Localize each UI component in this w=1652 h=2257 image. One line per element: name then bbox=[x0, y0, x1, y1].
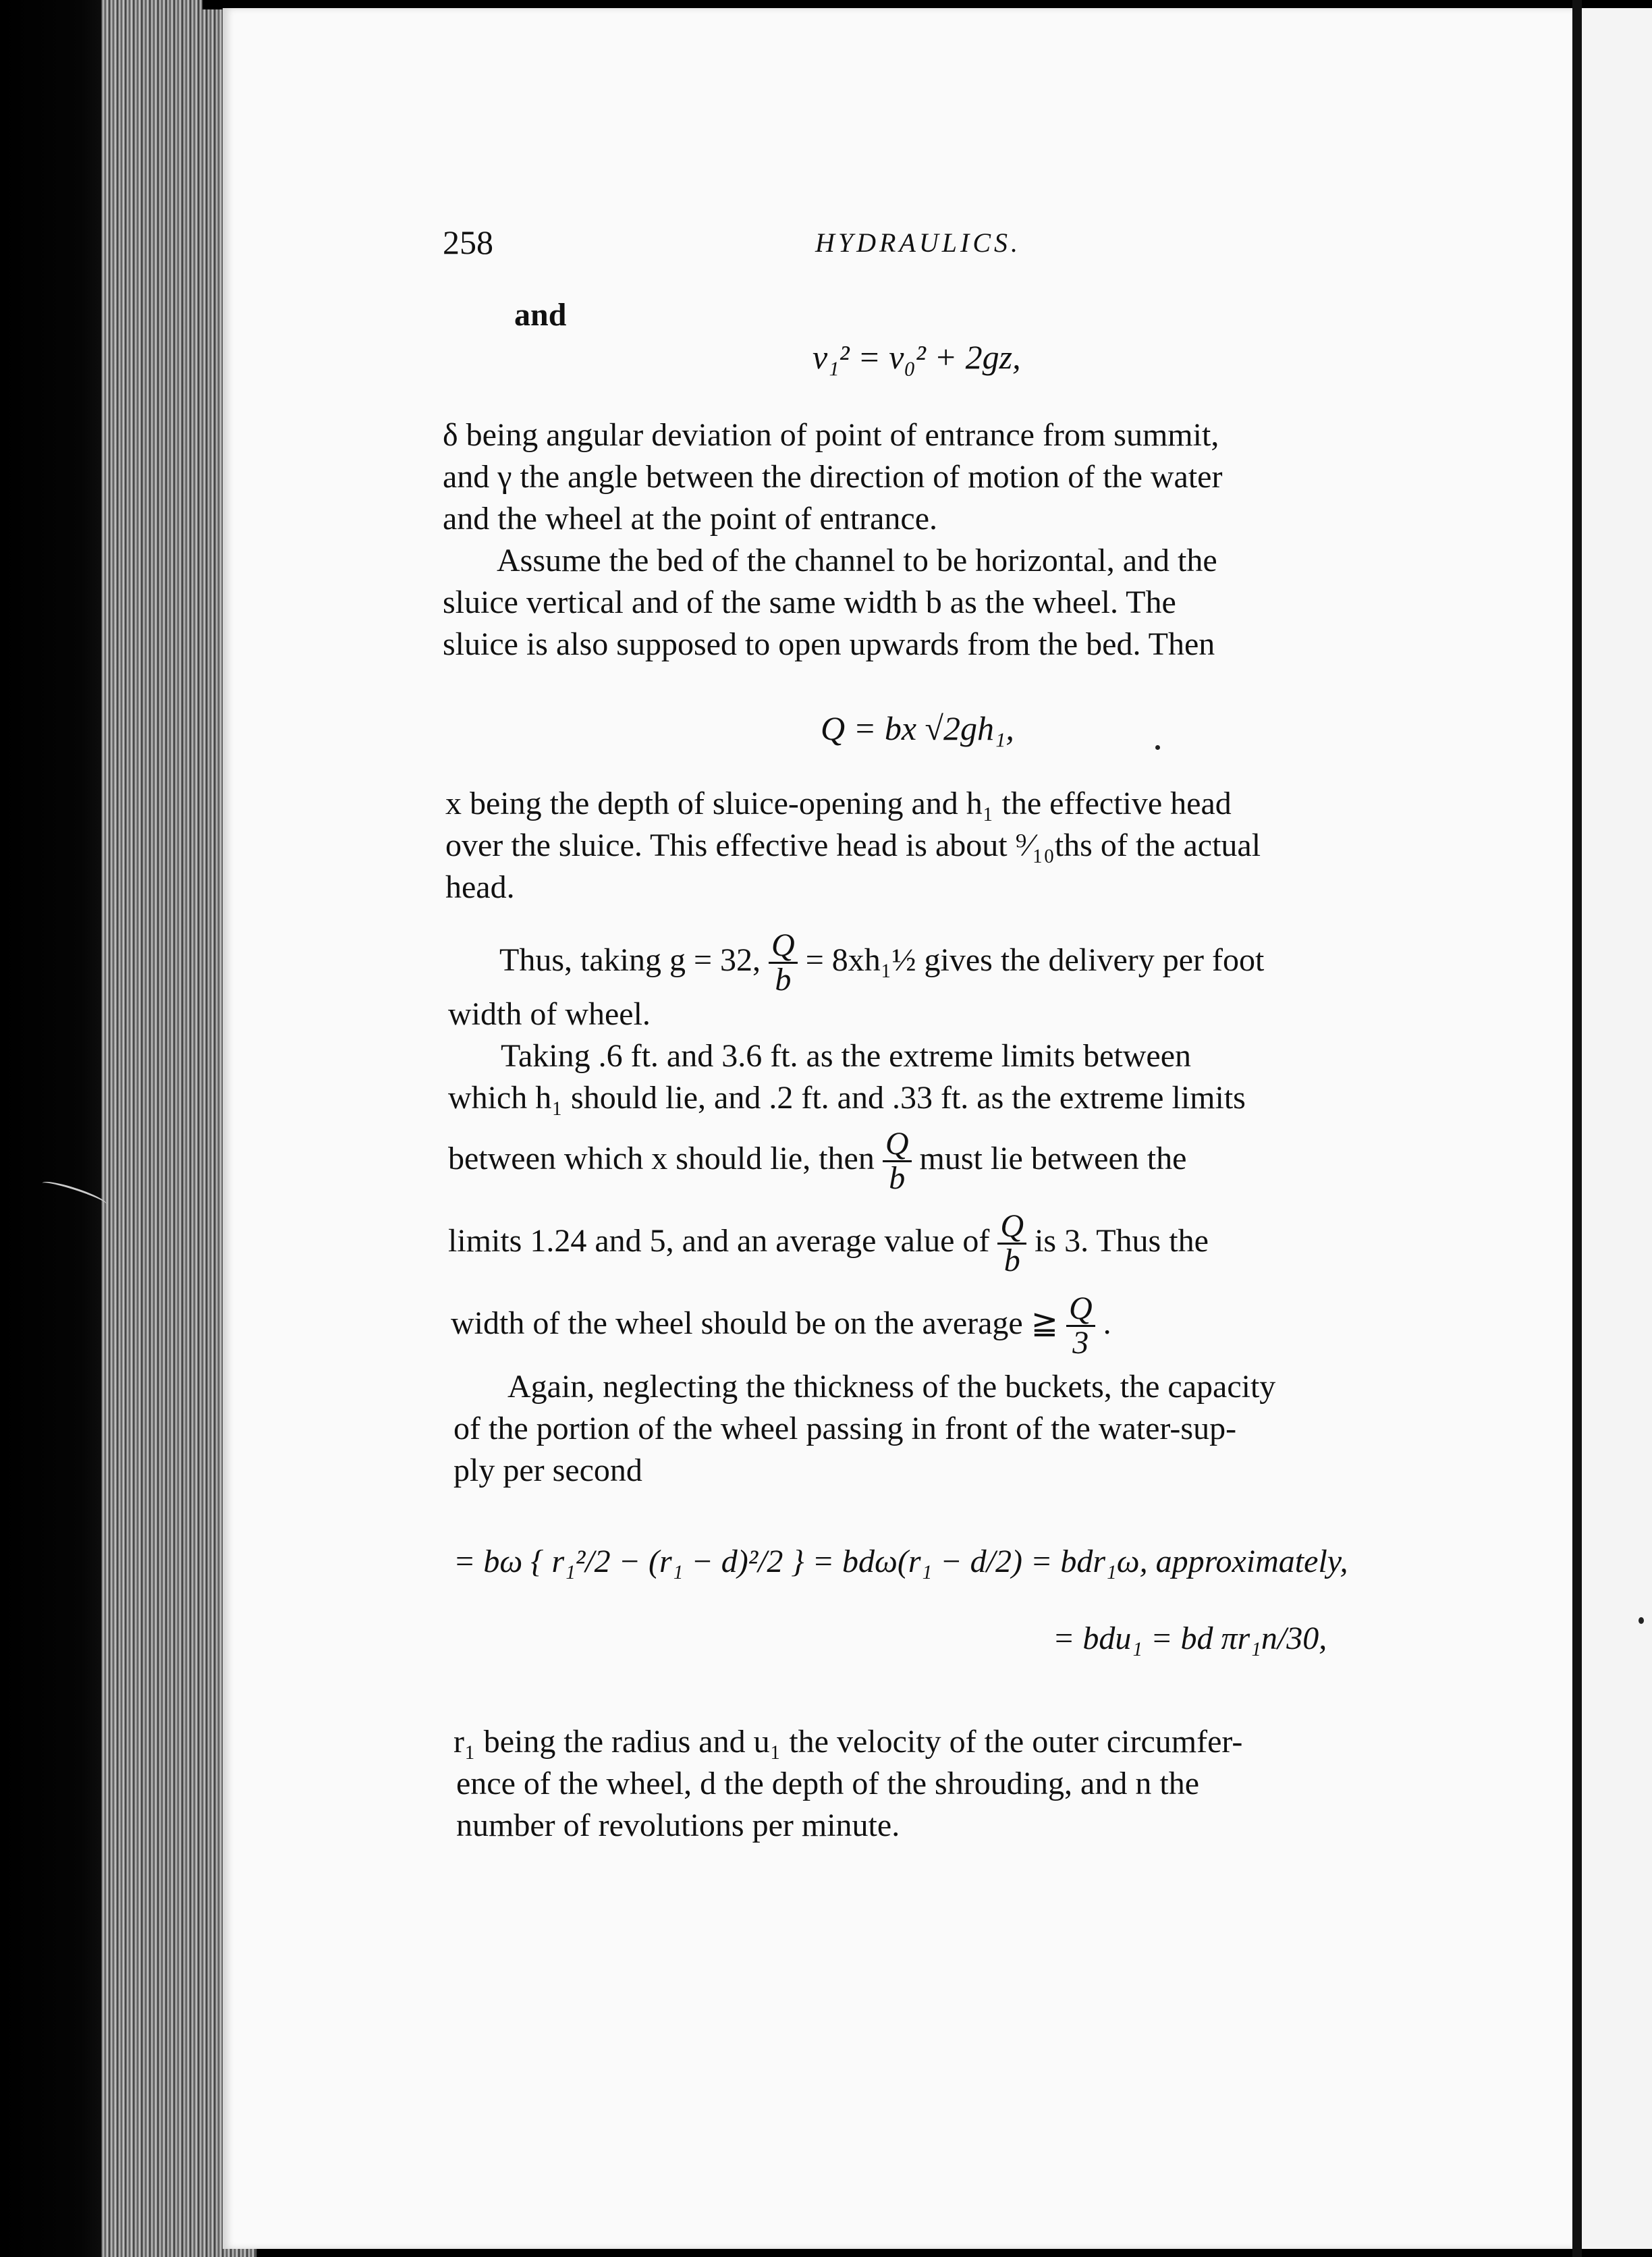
para2-line2: sluice vertical and of the same width b as the wheel. The bbox=[443, 584, 1176, 620]
para1-line3: and the wheel at the point of entrance. bbox=[443, 501, 938, 537]
frac-denominator: b bbox=[1003, 1243, 1020, 1279]
para4-line1 bbox=[499, 923, 1264, 998]
para6-line2: of the portion of the wheel passing in front of the water-sup- bbox=[453, 1411, 1237, 1446]
para1-line1: δ being angular deviation of point of entrance from summit, bbox=[443, 417, 1219, 453]
para5-line5-post: . bbox=[1103, 1305, 1111, 1341]
print-speck bbox=[1155, 745, 1160, 750]
para5-line4-pre: limits 1.24 and 5, and an average value of bbox=[448, 1223, 990, 1259]
para5-line4-post: is 3. Thus the bbox=[1035, 1223, 1209, 1259]
para4-pre: Thus, taking g = 32, bbox=[499, 942, 761, 978]
facing-page-edge bbox=[1582, 8, 1652, 2249]
para6-line3: ply per second bbox=[453, 1452, 642, 1488]
para2-line3: sluice is also supposed to open upwards from the bed. Then bbox=[443, 626, 1215, 662]
para5-line4 bbox=[448, 1204, 1209, 1278]
para4-line2: width of wheel. bbox=[448, 996, 651, 1032]
para3-line3: head. bbox=[445, 869, 515, 905]
para5-line3-pre: between which x should lie, then bbox=[448, 1141, 875, 1176]
fraction-q-over-3 bbox=[1066, 1290, 1095, 1361]
para3-line2: over the sluice. This effective head is about ⁹⁄₁₀ths of the actual bbox=[445, 827, 1261, 863]
frac-numerator: Q bbox=[883, 1128, 912, 1162]
equation-discharge: Q = bx √2gh₁, bbox=[821, 709, 1014, 747]
para6-line1: Again, neglecting the thickness of the buckets, the capacity bbox=[507, 1369, 1276, 1405]
frac-numerator: Q bbox=[997, 1210, 1026, 1245]
equation-capacity: = bω { r₁²/2 − (r₁ − d)²/2 } = bdω(r₁ − d/2) = bdr₁ω, approximately, bbox=[453, 1544, 1348, 1579]
para5-line2: which h₁ should lie, and .2 ft. and .33 ft. as the extreme limits bbox=[448, 1080, 1246, 1116]
para5-line5 bbox=[451, 1286, 1111, 1361]
para5-line5-pre: width of the wheel should be on the average ≧ bbox=[451, 1305, 1058, 1341]
frac-denominator: 3 bbox=[1072, 1325, 1089, 1361]
fraction-q-over-b bbox=[769, 929, 798, 996]
fraction-q-over-b bbox=[997, 1210, 1026, 1277]
equation-capacity-velocity: = bdu₁ = bd πr₁n/30, bbox=[1053, 1621, 1327, 1656]
para3-line1: x being the depth of sluice-opening and h₁ the effective head bbox=[445, 786, 1232, 821]
para1-line2: and γ the angle between the direction of motion of the water bbox=[443, 459, 1223, 495]
frac-denominator: b bbox=[775, 962, 792, 998]
para7-line1: r₁ being the radius and u₁ the velocity of the outer circumfer- bbox=[453, 1724, 1243, 1760]
para5-line1: Taking .6 ft. and 3.6 ft. as the extreme limits between bbox=[501, 1038, 1192, 1074]
frac-numerator: Q bbox=[769, 929, 798, 964]
frac-numerator: Q bbox=[1066, 1293, 1095, 1327]
para7-line3: number of revolutions per minute. bbox=[456, 1807, 900, 1843]
page-number: 258 bbox=[443, 223, 493, 261]
para2-line1: Assume the bed of the channel to be horizontal, and the bbox=[497, 543, 1217, 578]
frac-denominator: b bbox=[889, 1160, 906, 1197]
page-gutter bbox=[1572, 0, 1582, 2257]
running-title: HYDRAULICS. bbox=[815, 227, 1022, 258]
scan-speck bbox=[1639, 1617, 1644, 1624]
equation-velocity: v₁² = v₀² + 2gz, bbox=[813, 338, 1021, 376]
para5-line3-post: must lie between the bbox=[919, 1141, 1187, 1176]
para7-line2: ence of the wheel, d the depth of the shrouding, and n the bbox=[456, 1766, 1199, 1801]
para5-line3 bbox=[448, 1122, 1186, 1196]
fraction-q-over-b bbox=[883, 1128, 912, 1195]
para4-post: = 8xh₁½ gives the delivery per foot bbox=[805, 942, 1265, 978]
and-label: and bbox=[514, 297, 567, 333]
